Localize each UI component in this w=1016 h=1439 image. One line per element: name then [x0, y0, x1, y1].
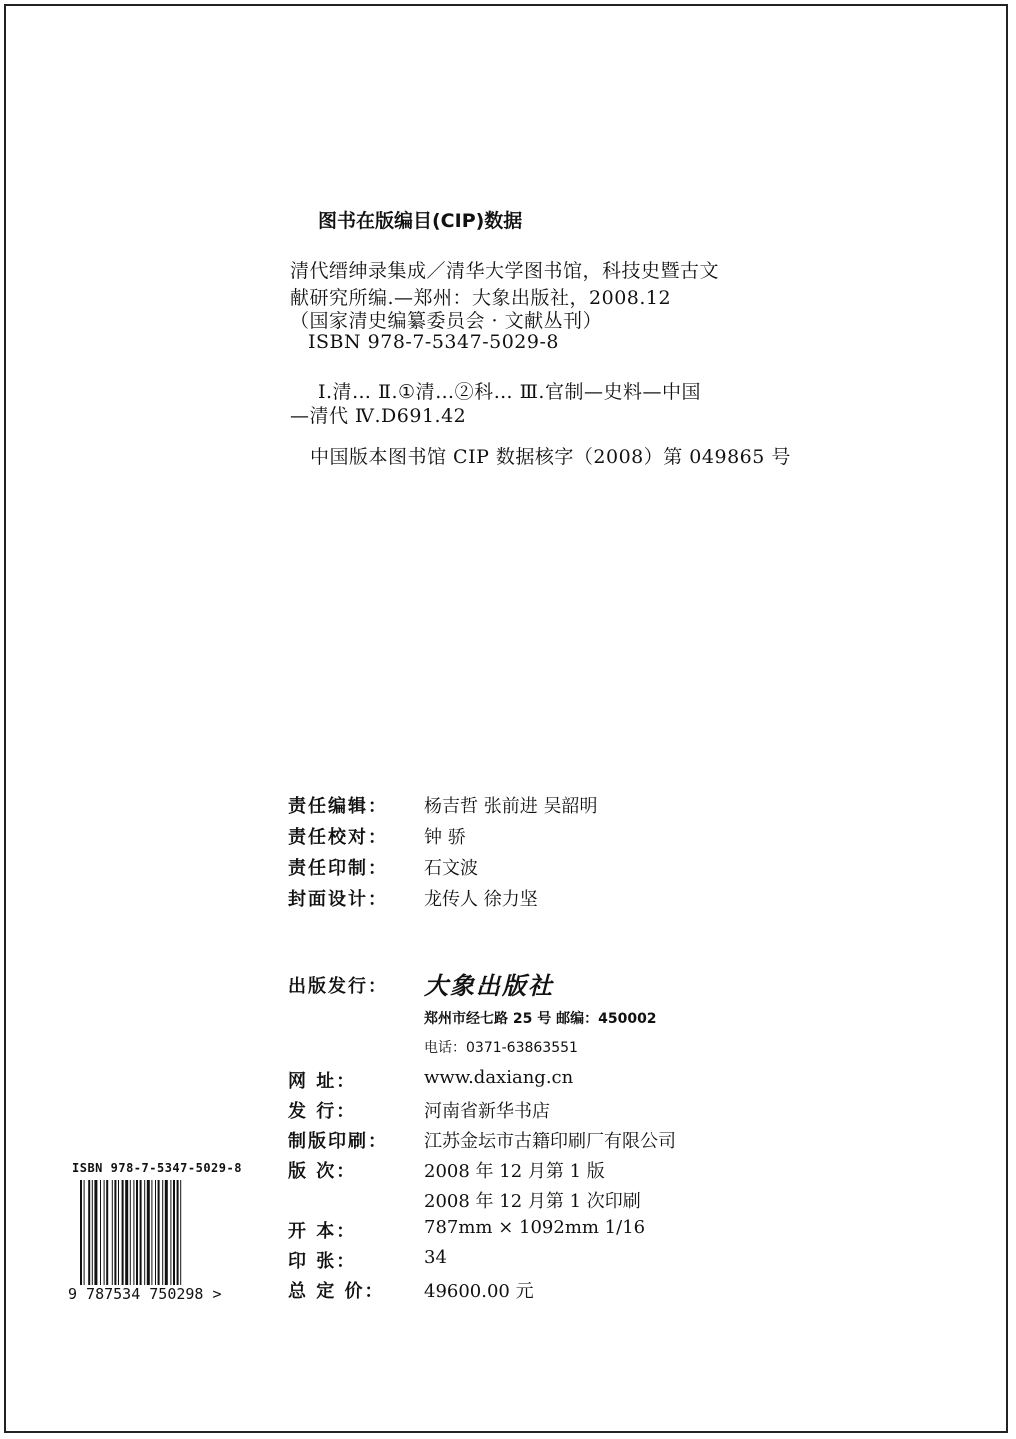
credit-label: 责任校对： — [288, 827, 388, 848]
detail-value: 49600.00 元 — [424, 1281, 534, 1302]
publisher-phone: 电话：0371-63863551 — [424, 1040, 578, 1056]
detail-label: 网 址： — [288, 1071, 357, 1092]
cip-isbn: ISBN 978-7-5347-5029-8 — [308, 331, 559, 353]
detail-label: 发 行： — [288, 1101, 357, 1122]
detail-label: 总 定 价： — [288, 1281, 385, 1302]
cip-classification-2: —清代 Ⅳ.D691.42 — [290, 405, 467, 427]
barcode-bar — [94, 1180, 97, 1288]
cip-line-3: （国家清史编纂委员会 · 文献丛刊） — [290, 310, 603, 332]
cip-classification-1: Ⅰ.清… Ⅱ.①清…②科… Ⅲ.官制—史料—中国 — [318, 381, 701, 403]
publisher-label: 出版发行： — [288, 976, 388, 997]
barcode-bar — [100, 1180, 101, 1288]
barcode-isbn-text: ISBN 978-7-5347-5029-8 — [72, 1161, 242, 1175]
barcode-bar — [158, 1180, 160, 1288]
credit-label: 责任编辑： — [288, 796, 388, 817]
detail-label: 印 张： — [288, 1251, 357, 1272]
barcode-bar — [147, 1180, 150, 1288]
detail-value: 2008 年 12 月第 1 版 — [424, 1161, 605, 1182]
detail-value: 江苏金坛市古籍印刷厂有限公司 — [424, 1131, 676, 1152]
publisher-logo: 大象出版社 — [424, 971, 554, 1000]
barcode-bar — [92, 1180, 93, 1288]
barcode-bar — [180, 1180, 181, 1288]
barcode-bar — [162, 1180, 163, 1288]
barcode-bar — [118, 1180, 119, 1288]
barcode-bar — [133, 1180, 134, 1288]
website-value: www.daxiang.cn — [424, 1067, 574, 1088]
barcode-bar — [125, 1180, 128, 1288]
cip-record-number: 中国版本图书馆 CIP 数据核字（2008）第 049865 号 — [310, 446, 791, 468]
credit-label: 责任印制： — [288, 858, 388, 879]
cip-line-1: 清代缙绅录集成／清华大学图书馆，科技史暨古文 — [290, 260, 720, 282]
detail-label: 制版印刷： — [288, 1131, 388, 1152]
barcode-bar — [170, 1180, 171, 1288]
detail-value: 787mm × 1092mm 1/16 — [424, 1217, 646, 1238]
barcode-bar — [106, 1180, 108, 1288]
barcode-bar — [122, 1180, 124, 1288]
detail-label: 开 本： — [288, 1221, 357, 1242]
credit-value: 龙传人 徐力坚 — [424, 889, 538, 910]
barcode-image — [80, 1180, 232, 1288]
barcode-bar — [80, 1180, 82, 1288]
publisher-address: 郑州市经七路 25 号 邮编：450002 — [424, 1011, 657, 1027]
barcode-bar — [136, 1180, 138, 1288]
detail-value: 2008 年 12 月第 1 次印刷 — [424, 1191, 641, 1212]
credit-value: 杨吉哲 张前进 吴韶明 — [424, 796, 598, 817]
barcode-bar — [177, 1180, 179, 1288]
barcode-bar — [144, 1180, 145, 1288]
barcode-digits: 9 787534 750298 > — [68, 1285, 222, 1303]
credit-label: 封面设计： — [288, 889, 388, 910]
barcode-bar — [104, 1180, 105, 1288]
detail-value: 34 — [424, 1247, 447, 1268]
barcode-bar — [151, 1180, 152, 1288]
credit-value: 石文波 — [424, 858, 478, 879]
barcode-bar — [114, 1180, 116, 1288]
barcode-bar — [165, 1180, 168, 1288]
barcode-bar — [140, 1180, 142, 1288]
barcode-bar — [130, 1180, 131, 1288]
barcode-bar — [88, 1180, 90, 1288]
detail-label: 版 次： — [288, 1161, 357, 1182]
cip-line-2: 献研究所编.—郑州：大象出版社，2008.12 — [290, 287, 672, 309]
barcode-bar — [84, 1180, 85, 1288]
barcode-bar — [155, 1180, 156, 1288]
credit-value: 钟 骄 — [424, 827, 466, 848]
barcode-bar — [112, 1180, 113, 1288]
cip-title: 图书在版编目(CIP)数据 — [318, 210, 523, 232]
detail-value: 河南省新华书店 — [424, 1101, 550, 1122]
barcode-bar — [173, 1180, 175, 1288]
